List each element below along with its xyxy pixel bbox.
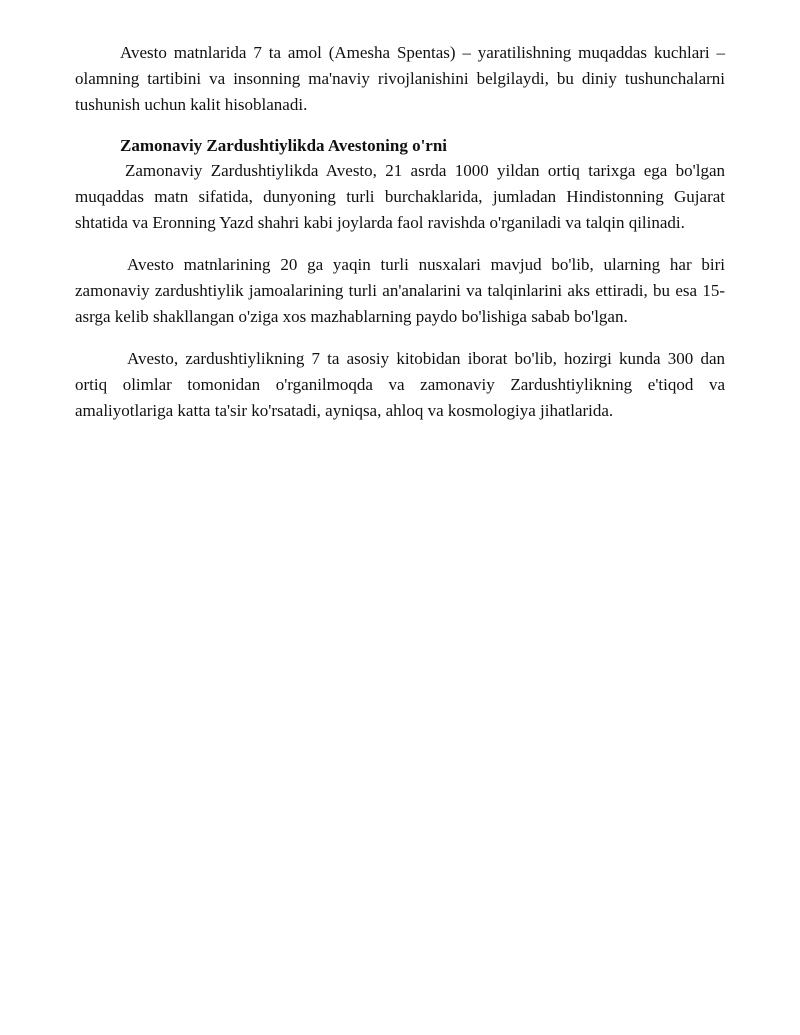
paragraph-amesha-spentas: Avesto matnlarida 7 ta amol (Amesha Spentas) – yaratilishning muqaddas kuchlari – olamning tartibini va insonning ma'naviy rivojlanishini belgilaydi, bu diniy tushunchalarni tushunish uchun kalit hisoblanadi.: [75, 43, 725, 114]
paragraph-modern-avesto: Zamonaviy Zardushtiylikda Avesto, 21 asrda 1000 yildan ortiq tarixga ega bo'lgan muqaddas matn sifatida, dunyoning turli burchaklarida, jumladan Hindistonning Gujarat shtatida va Eronning Yazd shahri kabi joylarda faol ravishda o'rganiladi va talqin qilinadi.: [75, 161, 725, 232]
document-page: [75, 40, 725, 424]
paragraph-avesto-books: Avesto, zardushtiylikning 7 ta asosiy kitobidan iborat bo'lib, hozirgi kunda 300 dan ortiq olimlar tomonidan o'rganilmoqda va zamonaviy Zardushtiylikning e'tiqod va amaliyotlariga katta ta'sir ko'rsatadi, ayniqsa, ahloq va kosmologiya jihatlarida.: [75, 349, 725, 420]
paragraph-avesto-copies: Avesto matnlarining 20 ga yaqin turli nusxalari mavjud bo'lib, ularning har biri zamonaviy zardushtiylik jamoalarining turli an'analarini va talqinlarini aks ettiradi, bu esa 15-asrga kelib shakllangan o'ziga xos mazhablarning paydo bo'lishiga sabab bo'lgan.: [75, 255, 725, 326]
section-heading: Zamonaviy Zardushtiylikda Avestoning o'rni: [120, 136, 448, 155]
